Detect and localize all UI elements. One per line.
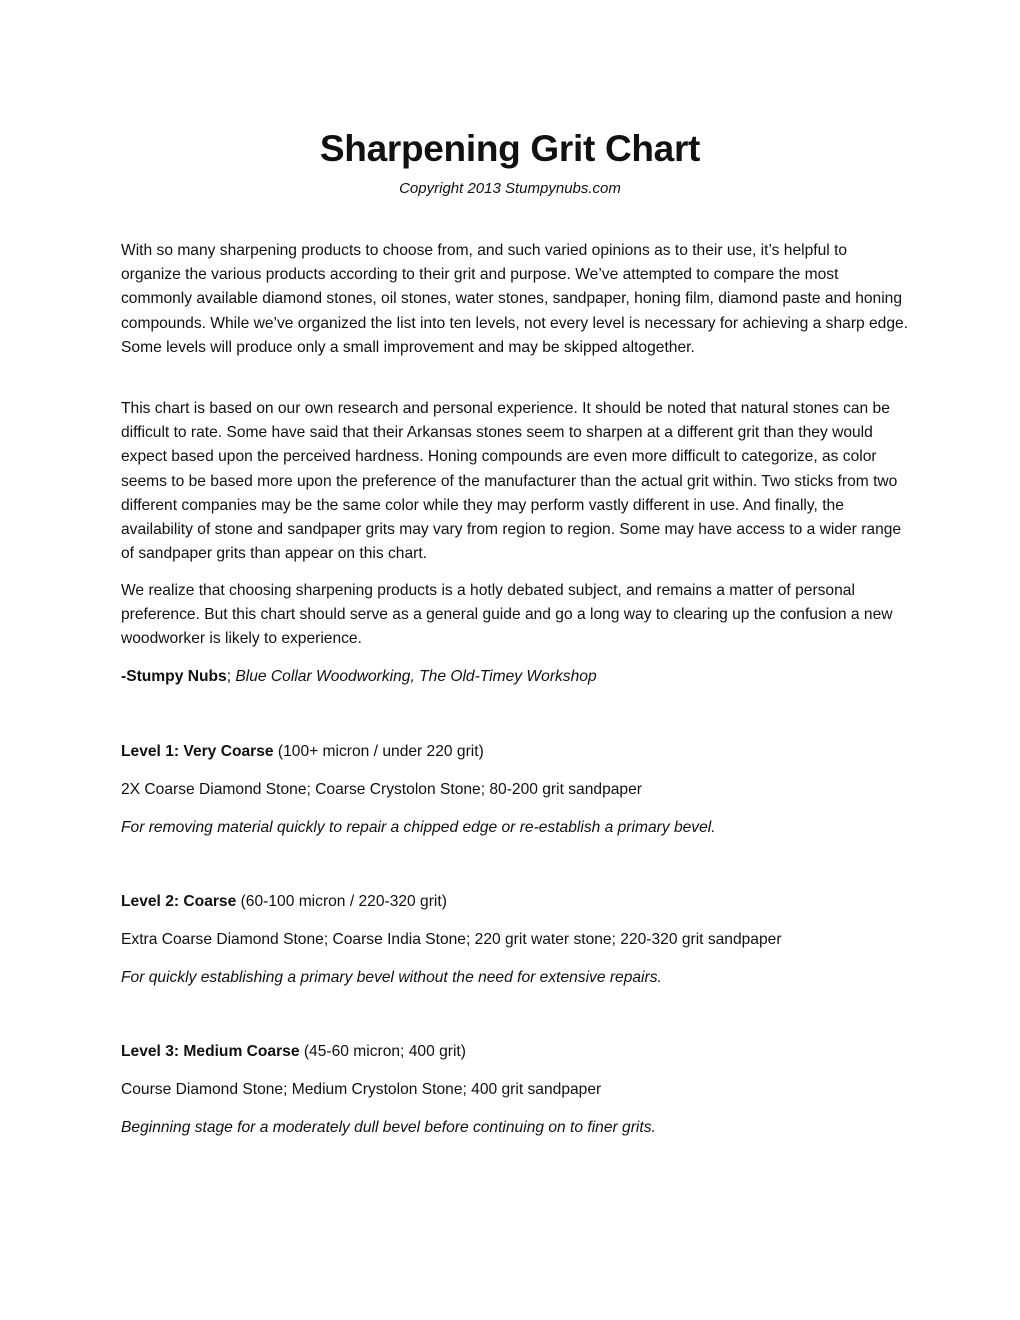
signature-name: -Stumpy Nubs bbox=[121, 668, 227, 685]
level-purpose: For removing material quickly to repair a chipped edge or re-establish a primary bevel. bbox=[121, 819, 716, 836]
level-purpose: For quickly establishing a primary bevel without the need for extensive repairs. bbox=[121, 969, 662, 986]
signature-shows: Blue Collar Woodworking, The Old-Timey Workshop bbox=[231, 668, 597, 685]
level-products: Extra Coarse Diamond Stone; Coarse India Stone; 220 grit water stone; 220-320 grit sandpaper bbox=[121, 931, 782, 948]
level-range: (100+ micron / under 220 grit) bbox=[273, 743, 484, 760]
level-purpose: Beginning stage for a moderately dull bevel before continuing on to finer grits. bbox=[121, 1119, 656, 1136]
level-title: Level 1: Very Coarse bbox=[121, 743, 274, 760]
level-range: (45-60 micron; 400 grit) bbox=[299, 1043, 466, 1060]
level-products: Course Diamond Stone; Medium Crystolon Stone; 400 grit sandpaper bbox=[121, 1081, 602, 1098]
level-heading bbox=[121, 890, 911, 914]
copyright-notice: Copyright 2013 Stumpynubs.com bbox=[399, 180, 621, 197]
level-range: (60-100 micron / 220-320 grit) bbox=[236, 893, 447, 910]
level-heading bbox=[121, 1040, 911, 1064]
signature-line bbox=[121, 665, 911, 689]
intro-paragraph: With so many sharpening products to choose from, and such varied opinions as to their use, it’s helpful to organize the various products according to their grit and purpose. We’ve attempted to compare the most commonly available diamond stones, oil stones, water stones, sandpaper, honing film, diamond paste and honing compounds. While we’ve organized the list into ten levels, not every level is necessary for achieving a sharp edge. Some levels will produce only a small improvement and may be skipped altogether. bbox=[121, 242, 909, 356]
level-heading bbox=[121, 740, 911, 764]
level-title: Level 2: Coarse bbox=[121, 893, 237, 910]
level-title: Level 3: Medium Coarse bbox=[121, 1043, 300, 1060]
research-paragraph: This chart is based on our own research and personal experience. It should be noted that natural stones can be difficult to rate. Some have said that their Arkansas stones seem to sharpen at a different grit than they would expect based upon the perceived hardness. Honing compounds are even more difficult to categorize, as color seems to be based more upon the preference of the manufacturer than the actual grit within. Two sticks from two different companies may be the same color while they may perform vastly different in use. And finally, the availability of stone and sandpaper grits may vary from region to region. Some may have access to a wider range of sandpaper grits than appear on this chart. bbox=[121, 400, 902, 563]
page-title: Sharpening Grit Chart bbox=[319, 128, 701, 169]
preference-paragraph: We realize that choosing sharpening products is a hotly debated subject, and remains a matter of personal preference. But this chart should serve as a general guide and go a long way to clearing up the confusion a new woodworker is likely to experience. bbox=[121, 582, 893, 648]
level-products: 2X Coarse Diamond Stone; Coarse Crystolon Stone; 80-200 grit sandpaper bbox=[121, 781, 642, 798]
signature-separator: ; bbox=[226, 668, 232, 685]
